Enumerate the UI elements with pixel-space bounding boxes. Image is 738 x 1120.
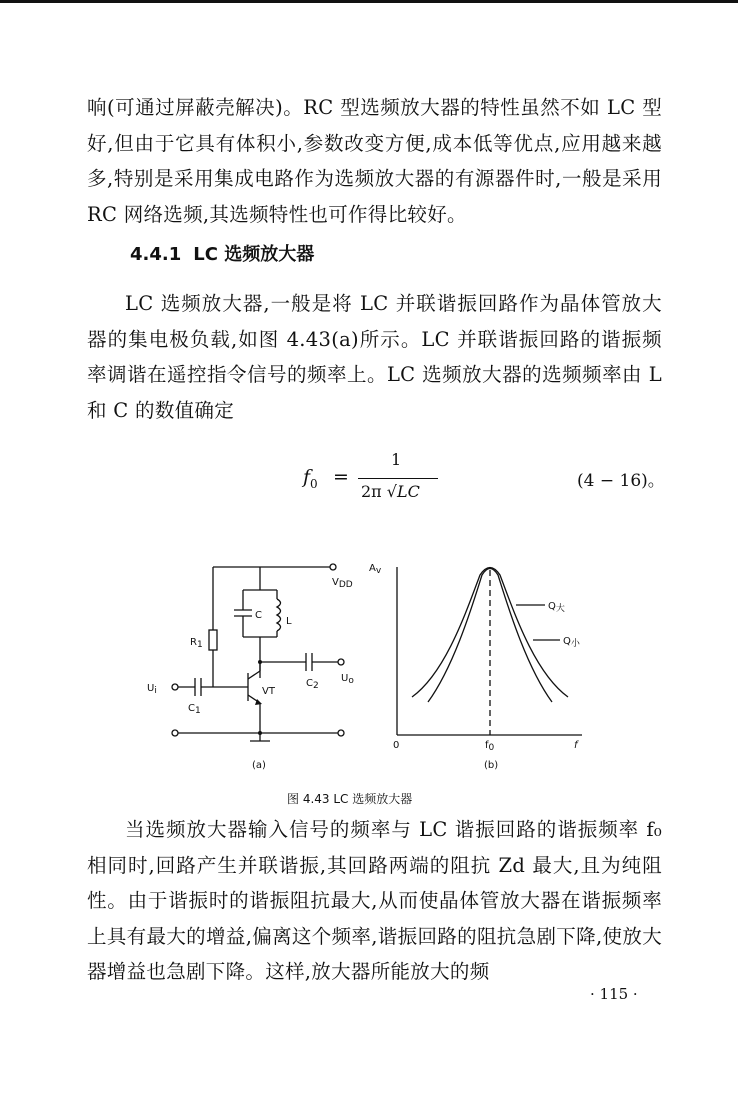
label-f-axis: f [574, 740, 578, 751]
label-vdd: VDD [332, 577, 353, 590]
fraction-bar [358, 478, 438, 479]
label-c1: C1 [188, 703, 201, 716]
section-number: 4.4.1 [130, 244, 182, 265]
label-q-high: Q大 [548, 601, 565, 614]
junction-dot [258, 731, 262, 735]
paragraph-lc-description: LC 选频放大器,一般是将 LC 并联谐振回路作为晶体管放大器的集电极负载,如图 4.43(a)所示。LC 并联谐振回路的谐振频率调谐在遥控指令信号的频率上。LC 选频放大器的选频频率由 L 和 C 的数值确定 [87, 292, 662, 422]
label-vt: VT [262, 686, 275, 697]
label-ui: Ui [147, 683, 157, 696]
figure-caption: 图 4.43 LC 选频放大器 [287, 792, 413, 806]
label-r1: R1 [190, 637, 203, 650]
figure-svg [0, 545, 738, 775]
label-f0: f0 [485, 740, 495, 753]
label-av: Av [369, 563, 382, 576]
junction-dot [258, 660, 262, 664]
formula-numerator: 1 [391, 450, 402, 469]
section-heading [130, 240, 314, 266]
page-number: · 115 · [590, 985, 638, 1003]
resonance-formula [303, 450, 553, 516]
label-sub-a: (a) [252, 760, 266, 771]
paragraph-rc-intro: 响(可通过屏蔽壳解决)。RC 型选频放大器的特性虽然不如 LC 型好,但由于它具有体积小,参数改变方便,成本低等优点,应用越来越多,特别是采用集成电路作为选频放大器的有源器件时,一般是采用 RC 网络选频,其选频特性也可作得比较好。 [87, 96, 662, 226]
equation-number: (4 − 16)。 [577, 471, 665, 491]
figure-4-43 [0, 545, 738, 775]
label-sub-b: (b) [484, 760, 499, 771]
section-title: LC 选频放大器 [193, 244, 315, 265]
label-c2: C2 [306, 678, 319, 691]
formula-lhs: $f_0$ [303, 466, 318, 491]
label-uo: Uo [341, 673, 354, 686]
label-q-low: Q小 [563, 636, 580, 649]
label-origin: 0 [393, 740, 400, 751]
label-l: L [286, 616, 292, 627]
paragraph-resonance: 当选频放大器输入信号的频率与 LC 谐振回路的谐振频率 f₀ 相同时,回路产生并联谐振,其回路两端的阻抗 Zd 最大,且为纯阻性。由于谐振时的谐振阻抗最大,从而使晶体管放大器在谐振频率上具有最大的增益,偏离这个频率,谐振回路的阻抗急剧下降,使放大器增益也急剧下降。这样,放大器所能放大的频 [87, 818, 662, 983]
frequency-response-chart [397, 567, 582, 735]
page-top-rule [0, 0, 738, 3]
formula-equals: = [333, 466, 349, 488]
label-c: C [255, 610, 262, 621]
formula-denominator: 2π √LC [361, 482, 420, 501]
